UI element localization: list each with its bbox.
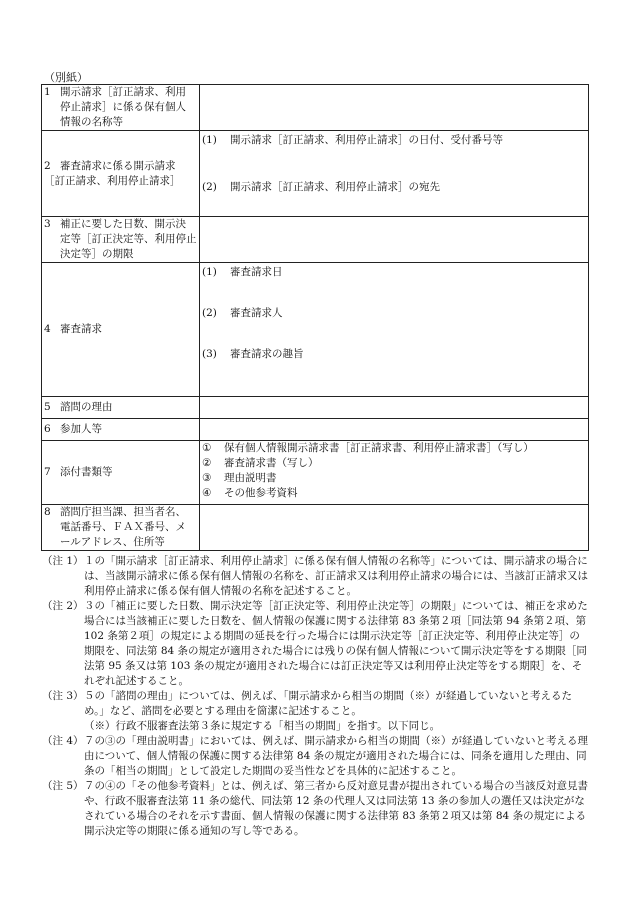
row-content-empty[interactable] [200, 85, 589, 131]
item-text: その他参考資料 [224, 487, 298, 499]
row-content[interactable] [200, 441, 589, 505]
note-3 [42, 689, 590, 734]
table-row [42, 441, 589, 505]
row-label-line: 開示請求［訂正請求、利用 [60, 86, 186, 98]
row-label-line: 電話番号、ＦＡＸ番号、メ [60, 521, 186, 533]
note-tag: （注 3） [42, 690, 84, 702]
table-row [42, 397, 589, 419]
row-content-empty[interactable] [200, 217, 589, 263]
row-label-line: 審査請求 [60, 323, 102, 335]
row-label [42, 441, 200, 505]
row-number: 6 [44, 423, 51, 435]
row-content-empty[interactable] [200, 505, 589, 551]
content-item [202, 471, 586, 486]
item-text: 開示請求［訂正請求、利用停止請求］の宛先 [230, 181, 440, 193]
item-text: 審査請求日 [230, 266, 283, 278]
note-text: ５の「諮問の理由」については、例えば、「開示請求から相当の期間（※）が経過していないと考えるため。」など、諮問を必要とする理由を箇潔に記述すること。 [84, 690, 573, 717]
item-marker: ② [202, 457, 212, 469]
item-text: 保有個人情報開示請求書［訂正請求書、利用停止請求書］（写し） [224, 442, 534, 454]
row-label-line: 諮問庁担当課、担当者名、 [60, 506, 186, 518]
row-number: 8 [44, 506, 51, 518]
row-label-line: ールアドレス、住所等 [60, 536, 165, 548]
note-text: １の「開示請求［訂正請求、利用停止請求］に係る保有個人情報の名称等」については、開示請求の場合には、当該開示請求に係る保有個人情報の名称を、訂正請求又は利用停止請求の場合には、当該訂正請求又は利用停止請求に係る保有個人情報の名称を記述すること。 [84, 555, 588, 597]
row-content-empty[interactable] [200, 419, 589, 441]
row-number: 7 [44, 466, 51, 478]
row-content[interactable] [200, 131, 589, 217]
note-tag: （注 2） [42, 600, 84, 612]
notes-section [42, 554, 590, 839]
note-tag: （注 4） [42, 735, 84, 747]
content-item [202, 180, 586, 195]
content-item [202, 486, 586, 501]
row-label [42, 217, 200, 263]
row-number: 2 [44, 159, 51, 172]
row-label-line: 審査請求に係る開示請求 [60, 159, 176, 172]
item-marker: ① [202, 442, 212, 454]
attachment-heading: （別紙） [44, 71, 88, 84]
row-label-line: 参加人等 [60, 423, 102, 435]
item-text: 理由説明書 [224, 472, 277, 484]
item-marker: ④ [202, 487, 212, 499]
note-4 [42, 734, 590, 779]
content-item [202, 441, 586, 456]
row-label-line: 添付書類等 [60, 466, 113, 478]
row-label [42, 397, 200, 419]
note-tag: （注 1） [42, 555, 84, 567]
inquiry-form-table [41, 84, 589, 551]
content-item [202, 456, 586, 471]
row-number: 4 [44, 323, 51, 335]
note-text: ３の「補正に要した日数、開示決定等［訂正決定等、利用停止決定等］の期限」については、補正を求めた場合には当該補正に要した日数を、個人情報の保護に関する法律第 83 条第２項［同法第 94 条第２項、第 102 条第２項］の規定による期間の延長を行った場合には開示決定等［訂正決定等、利用停止決定等］の期限を、同法第 84 条の規定が適用された場合には残りの保有個人情報について開示決定等をする期限［同法第 95 条又は第 103 条の規定が適用された場合には訂正決定等又は利用停止決定等をする期限］を、それぞれ記述すること。 [84, 600, 588, 687]
row-label-line: ［訂正請求、利用停止請求］ [44, 174, 181, 187]
item-marker: (3) [202, 348, 217, 360]
item-text: 開示請求［訂正請求、利用停止請求］の日付、受付番号等 [230, 134, 503, 146]
row-label [42, 85, 200, 131]
row-label-line: 決定等］の期限 [60, 248, 134, 260]
item-marker: ③ [202, 472, 212, 484]
table-row [42, 85, 589, 131]
content-item [202, 133, 586, 148]
note-5 [42, 779, 590, 839]
table-row [42, 131, 589, 217]
row-number: 1 [44, 86, 51, 98]
item-marker: (1) [202, 134, 217, 146]
note-text: ７の③の「理由説明書」においては、例えば、開示請求から相当の期間（※）が経過していないと考える理由について、個人情報の保護に関する法律第 84 条の規定が適用された場合には、同条を適用した理由、同条の「相当の期間」として設定した期間の妥当性などを具体的に記述すること。 [84, 735, 588, 777]
row-label-line: 情報の名称等 [60, 116, 123, 128]
content-item [202, 306, 586, 321]
row-label-line: 諮問の理由 [60, 401, 113, 413]
row-label [42, 131, 200, 217]
row-label-line: 停止請求］に係る保有個人 [60, 101, 186, 113]
item-marker: (2) [202, 181, 217, 193]
item-marker: (1) [202, 266, 217, 278]
note-1 [42, 554, 590, 599]
row-number: 3 [44, 218, 51, 230]
note-footnote: （※）行政不服審査法第３条に規定する「相当の期間」を指す。以下同じ。 [84, 720, 441, 732]
row-content[interactable] [200, 263, 589, 397]
row-content-empty[interactable] [200, 397, 589, 419]
row-label [42, 419, 200, 441]
item-text: 審査請求書（写し） [224, 457, 319, 469]
note-text: ７の④の「その他参考資料」とは、例えば、第三者から反対意見書が提出されている場合の当該反対意見書や、行政不服審査法第 11 条の総代、同法第 12 条の代理人又は同法第 13 条の参加人の選任又は決定がなされている場合のそれを示す書面、個人情報の保護に関する法律第 83 条第２項又は第 84 条の規定による開示決定等の期限に係る通知の写し等である。 [84, 780, 588, 837]
table-row [42, 505, 589, 551]
content-item [202, 347, 586, 362]
item-marker: (2) [202, 307, 217, 319]
item-text: 審査請求人 [230, 307, 283, 319]
row-label-line: 定等［訂正決定等、利用停止 [60, 233, 197, 245]
table-row [42, 217, 589, 263]
table-row [42, 419, 589, 441]
row-number: 5 [44, 401, 51, 413]
row-label-line: 補正に要した日数、開示決 [60, 218, 186, 230]
row-label [42, 263, 200, 397]
content-item [202, 265, 586, 280]
item-text: 審査請求の趣旨 [230, 348, 304, 360]
table-row [42, 263, 589, 397]
note-tag: （注 5） [42, 780, 84, 792]
row-label [42, 505, 200, 551]
note-2 [42, 599, 590, 689]
